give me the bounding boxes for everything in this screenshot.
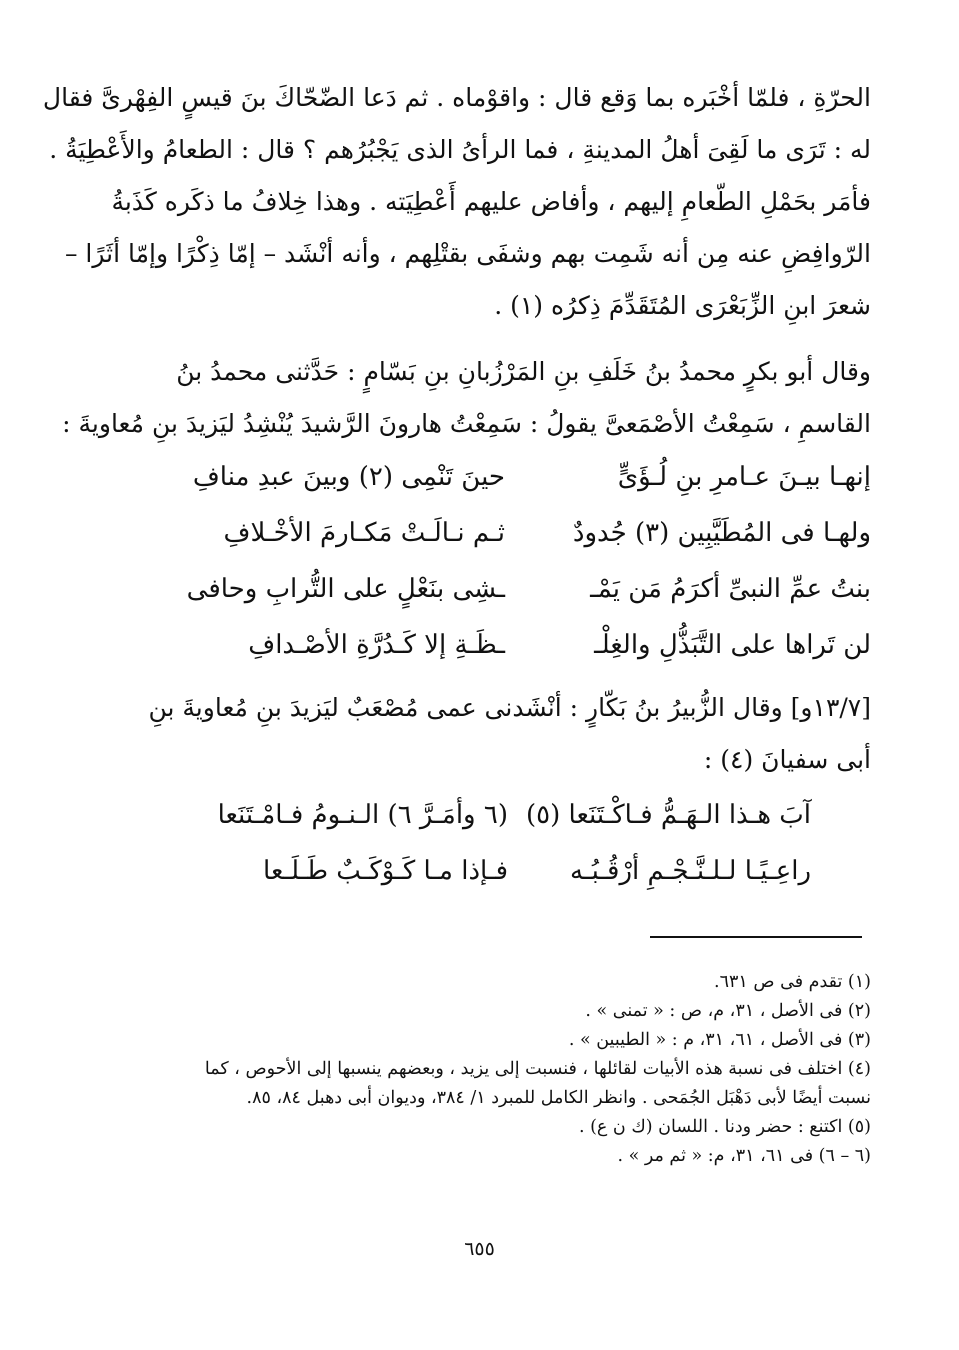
footnotes (160, 968, 871, 1171)
footnote: (١) تقدم فى ص ٦٣١. (714, 972, 871, 992)
verse-second-hemistich: فـإذا مـا كَـوْكَـبٌ طَـلَـعا (263, 856, 508, 886)
verse-first-hemistich: راعِـيًـا لـلـنَّـجْـمِ أرْقُـبُـه (570, 856, 811, 886)
page-number: ٦٥٥ (464, 1238, 495, 1260)
text-line: الحرّةِ ، فلمّا أخْبَره بما وَقع قال : واقوْماه . ثم دَعا الضّحّاكَ بنَ قيسٍ الفِهْرىَّ فقال (42, 83, 871, 112)
footnote: نسبت أيضًا لأبى دَهْبَل الجُمَحى . وانظر الكامل للمبرد ١/ ٣٨٤، وديوان أبى دهبل ٨٤، ٨٥. (246, 1088, 871, 1108)
verse-first-hemistich: لن تَراها على التَّبَذُّلِ والغِلْـ (594, 630, 871, 660)
verse-first-hemistich: ولهـا فى المُطَيَّبِين (٣) جُدودٌ (572, 518, 871, 548)
verse-row (150, 856, 871, 912)
footnote: (٤) اختلف فى نسبة هذه الأبيات لقائلها ، فنسبت إلى يزيد ، وبعضهم ينسبها إلى الأحوص ، كما (204, 1059, 871, 1079)
text-line: له : تَرَى ما لَقِىَ أهلُ المدينةِ ، فما الرأىُ الذى يَجْبُرُهم ؟ قال : الطعامُ والأَعْطِيَةُ . (49, 135, 871, 164)
text-line: أبى سفيانَ (٤) : (703, 745, 871, 774)
verse-second-hemistich: حينَ تَنْمِى (٢) وبينَ عبدِ منافِ (192, 462, 505, 492)
verse-second-hemistich: ـظَـةِ إلا كَـدُرَّةِ الأصْـدافِ (248, 630, 505, 660)
text-line: الرّوافِضِ عنه مِن أنه شَمِت بهم وشفَى بقتْلِهم ، وأنه أنْشَد – إمّا ذِكْرًا وإمّا أثَرًا – (64, 239, 871, 268)
text-line: [١٣/٧و] وقال الزُّبيرُ بنُ بَكّارٍ : أنْشَدنى عمى مُصْعَبٌ ليَزيدَ بنِ مُعاويةَ بنِ (148, 693, 871, 722)
verse-second-hemistich: (٦ وأمَـرَّ ٦) الـنـومُ فـامْـتَنَعا (217, 800, 508, 830)
verse-row (150, 518, 871, 574)
text-line: شعرَ ابنِ الزِّبَعْرَى المُتَقَدِّمَ ذِكرُه (١) . (494, 291, 871, 320)
verse-second-hemistich: ثـم نـالَـتْ مَكـارمَ الأخْـلافِ (223, 518, 505, 548)
text-line: فأمَر بحَمْلِ الطّعامِ إليهم ، وأفاض عليهم أَعْطِيَته . وهذا خِلافُ ما ذكَره كَذَبةُ (111, 187, 871, 216)
footnote-divider (650, 936, 862, 938)
verse-row (150, 800, 871, 856)
footnote: (٣) فى الأصل ، ٦١، ٣١، م : « الطيبين » . (568, 1030, 871, 1050)
text-line: القاسمِ ، سَمِعْتُ الأصْمَعىَّ يقولُ : سَمِعْتُ هارونَ الرَّشيدَ يُنْشِدُ ليَزيدَ بنِ مُعاويةَ : (62, 409, 871, 438)
poem-2 (150, 800, 871, 912)
paragraph-3 (148, 682, 871, 786)
footnote: (٦ – ٦) فى ٦١، ٣١، م: « ثم مر » . (617, 1146, 871, 1166)
footnote: (٥) اكتنع : حضر ودنا . اللسان (ك ن ع) . (578, 1117, 871, 1137)
verse-row (150, 630, 871, 686)
verse-row (150, 462, 871, 518)
verse-first-hemistich: بنتُ عمِّ النبىِّ أكرَمُ مَن يَمْـ (590, 574, 871, 604)
verse-second-hemistich: ـشِى بنَعْلٍ على التُّرابِ وحافى (186, 574, 505, 604)
paragraph-1 (42, 72, 871, 332)
poem-1 (150, 462, 871, 686)
verse-first-hemistich: آبَ هـذا الـهَـمُّ فـاكْـتَنَعا (٥) (525, 800, 811, 830)
footnote: (٢) فى الأصل ، ٣١، م، ص : « تمنى » . (585, 1001, 871, 1021)
verse-row (150, 574, 871, 630)
verse-first-hemistich: إنهـا بيـنَ عـامرِ بنِ لُـؤَىٍّ (617, 462, 871, 492)
text-line: وقال أبو بكرٍ محمدُ بنُ خَلَفِ بنِ المَرْزُبانِ بنِ بَسّامٍ : حَدَّثنى محمدُ بنُ (176, 357, 871, 386)
paragraph-2 (62, 346, 871, 450)
